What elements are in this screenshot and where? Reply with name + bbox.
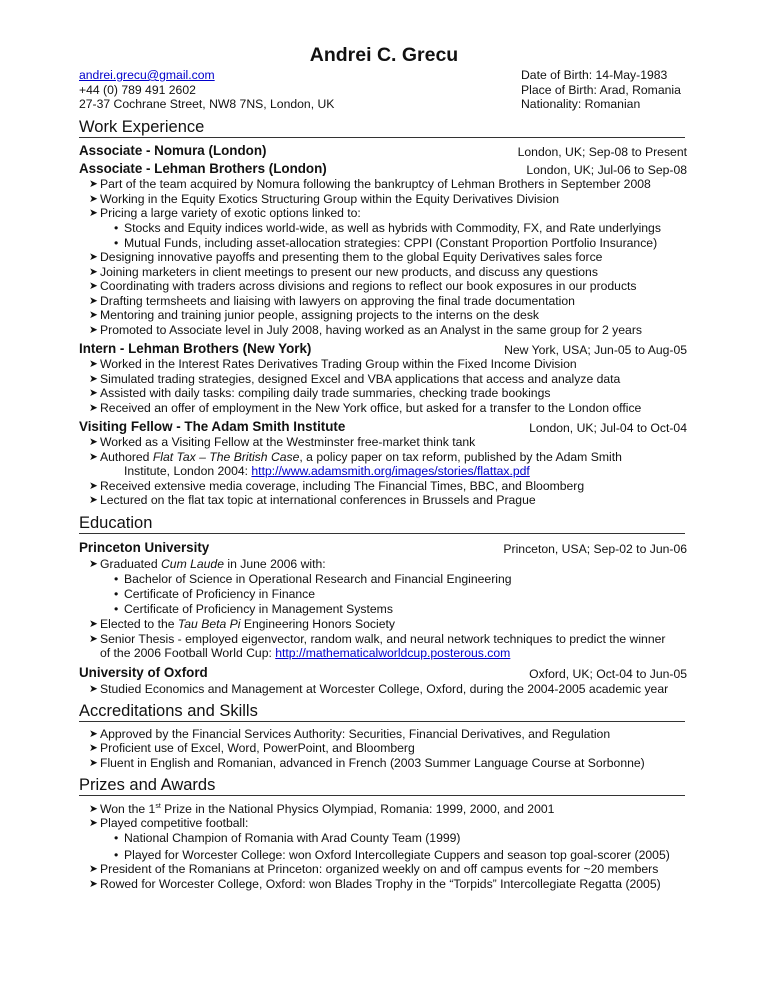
school-oxford bbox=[79, 665, 687, 681]
role-lehman-london bbox=[79, 161, 687, 177]
paper-title: Flat Tax – The British Case bbox=[152, 450, 300, 464]
section-heading-work: Work Experience bbox=[79, 118, 685, 138]
bullet-item: ➤ Received an offer of employment in the New York office, but asked for a transfer to the London office bbox=[89, 401, 641, 416]
sub-bullet-item: • Certificate of Proficiency in Finance bbox=[124, 587, 315, 602]
bullet-item: ➤ Proficient use of Excel, Word, PowerPoint, and Bloomberg bbox=[89, 741, 415, 756]
bullet-item: ➤ Drafting termsheets and liaising with lawyers on approving the final trade documentation bbox=[89, 294, 575, 309]
bullet-item: ➤ Working in the Equity Exotics Structuring Group within the Equity Derivatives Division bbox=[89, 192, 559, 207]
bullet-item: ➤ Elected to the Tau Beta Pi Engineering Honors Society bbox=[89, 617, 395, 632]
phone-number: +44 (0) 789 491 2602 bbox=[79, 82, 196, 97]
bullet-item: ➤ Simulated trading strategies, designed Excel and VBA applications that access and analyze data bbox=[89, 372, 620, 387]
role-location-dates: London, UK; Jul-04 to Oct-04 bbox=[529, 421, 687, 435]
place-of-birth: Place of Birth: Arad, Romania bbox=[521, 82, 681, 97]
bullet-item: ➤ Approved by the Financial Services Authority: Securities, Financial Derivatives, and Regulation bbox=[89, 727, 610, 742]
bullet-item: ➤ Studied Economics and Management at Worcester College, Oxford, during the 2004-2005 academic year bbox=[89, 682, 668, 697]
school-title: Princeton University bbox=[79, 540, 210, 555]
bullet-item: ➤ Received extensive media coverage, including The Financial Times, BBC, and Bloomberg bbox=[89, 479, 584, 494]
flattax-link[interactable]: http://www.adamsmith.org/images/stories/flattax.pdf bbox=[251, 464, 530, 478]
bullet-item: ➤ Coordinating with traders across divisions and regions to reflect our book exposures in our products bbox=[89, 279, 637, 294]
worldcup-link[interactable]: http://mathematicalworldcup.posterous.com bbox=[275, 646, 511, 660]
street-address: 27-37 Cochrane Street, NW8 7NS, London, UK bbox=[79, 97, 335, 112]
role-title: Associate - Lehman Brothers (London) bbox=[79, 161, 327, 176]
bullet-item: ➤ Won the 1st Prize in the National Physics Olympiad, Romania: 1999, 2000, and 2001 bbox=[89, 802, 554, 817]
school-title: University of Oxford bbox=[79, 665, 208, 680]
school-location-dates: Oxford, UK; Oct-04 to Jun-05 bbox=[529, 667, 687, 681]
sub-bullet-item: • Played for Worcester College: won Oxford Intercollegiate Cuppers and season top goal-scorer (2005) bbox=[124, 848, 670, 863]
role-location-dates: London, UK; Jul-06 to Sep-08 bbox=[526, 163, 687, 177]
sub-bullet-item: • National Champion of Romania with Arad County Team (1999) bbox=[124, 831, 460, 846]
section-heading-prizes: Prizes and Awards bbox=[79, 776, 685, 796]
bullet-item: ➤ Worked in the Interest Rates Derivatives Trading Group within the Fixed Income Division bbox=[89, 357, 577, 372]
date-of-birth: Date of Birth: 14-May-1983 bbox=[521, 68, 668, 82]
bullet-continuation: of the 2006 Football World Cup: http://mathematicalworldcup.posterous.com bbox=[100, 646, 511, 660]
sub-bullet-item: • Mutual Funds, including asset-allocation strategies: CPPI (Constant Proportion Portfolio Insurance) bbox=[124, 236, 657, 251]
role-adam-smith bbox=[79, 419, 687, 435]
role-location-dates: London, UK; Sep-08 to Present bbox=[517, 145, 687, 159]
bullet-item: ➤ President of the Romanians at Princeton: organized weekly on and off campus events for ~20 members bbox=[89, 862, 658, 877]
school-location-dates: Princeton, USA; Sep-02 to Jun-06 bbox=[503, 542, 687, 556]
bullet-item: ➤ Senior Thesis - employed eigenvector, random walk, and neural network techniques to predict the winner bbox=[89, 632, 665, 647]
section-heading-skills: Accreditations and Skills bbox=[79, 702, 685, 722]
bullet-item: ➤ Worked as a Visiting Fellow at the Westminster free-market think tank bbox=[89, 435, 475, 450]
sub-bullet-item: • Stocks and Equity indices world-wide, as well as hybrids with Commodity, FX, and Rate underlyings bbox=[124, 221, 661, 236]
sub-bullet-item: • Bachelor of Science in Operational Research and Financial Engineering bbox=[124, 572, 512, 587]
bullet-item: ➤ Part of the team acquired by Nomura following the bankruptcy of Lehman Brothers in September 2008 bbox=[89, 177, 651, 192]
bullet-item: ➤ Fluent in English and Romanian, advanced in French (2003 Summer Language Course at Sorbonne) bbox=[89, 756, 645, 771]
role-title: Visiting Fellow - The Adam Smith Institute bbox=[79, 419, 346, 434]
role-title: Associate - Nomura (London) bbox=[79, 143, 267, 158]
bullet-item: ➤ Graduated Cum Laude in June 2006 with: bbox=[89, 557, 326, 572]
role-title: Intern - Lehman Brothers (New York) bbox=[79, 341, 312, 356]
sub-bullet-item: • Certificate of Proficiency in Management Systems bbox=[124, 602, 393, 617]
personal-details bbox=[521, 68, 681, 112]
school-princeton bbox=[79, 540, 687, 556]
bullet-item: ➤ Pricing a large variety of exotic options linked to: bbox=[89, 206, 361, 221]
bullet-item: ➤ Lectured on the flat tax topic at international conferences in Brussels and Prague bbox=[89, 493, 536, 508]
bullet-item: ➤ Assisted with daily tasks: compiling daily trade summaries, checking trade bookings bbox=[89, 386, 550, 401]
bullet-item: ➤ Promoted to Associate level in July 2008, having worked as an Analyst in the same group for 2 years bbox=[89, 323, 642, 338]
role-nomura bbox=[79, 143, 687, 159]
candidate-name: Andrei C. Grecu bbox=[309, 44, 459, 66]
bullet-item: ➤ Authored Flat Tax – The British Case, a policy paper on tax reform, published by the Adam Smith bbox=[89, 450, 622, 465]
section-heading-education: Education bbox=[79, 514, 685, 534]
bullet-item: ➤ Played competitive football: bbox=[89, 816, 248, 831]
contact-info bbox=[79, 68, 334, 112]
bullet-item: ➤ Mentoring and training junior people, assigning projects to the interns on the desk bbox=[89, 308, 539, 323]
role-location-dates: New York, USA; Jun-05 to Aug-05 bbox=[504, 343, 687, 357]
nationality: Nationality: Romanian bbox=[521, 97, 641, 112]
bullet-item: ➤ Rowed for Worcester College, Oxford: won Blades Trophy in the “Torpids” Intercollegiate Regatta (2005) bbox=[89, 877, 661, 892]
bullet-item: ➤ Joining marketers in client meetings to present our new products, and discuss any questions bbox=[89, 265, 598, 280]
email-link[interactable]: andrei.grecu@gmail.com bbox=[79, 68, 215, 82]
bullet-item: ➤ Designing innovative payoffs and presenting them to the global Equity Derivatives sales force bbox=[89, 250, 602, 265]
role-lehman-newyork bbox=[79, 341, 687, 357]
bullet-continuation: Institute, London 2004: http://www.adamsmith.org/images/stories/flattax.pdf bbox=[124, 464, 530, 478]
